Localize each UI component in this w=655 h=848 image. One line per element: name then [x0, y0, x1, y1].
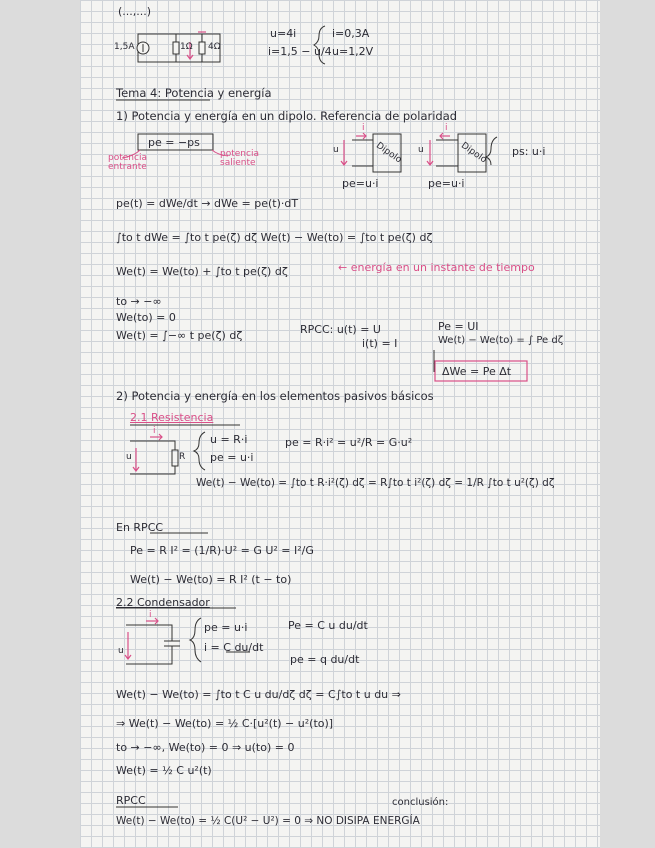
- conclusion-label: conclusión:: [392, 797, 449, 808]
- topic-heading: Tema 4: Potencia y energía: [116, 86, 272, 100]
- pe-ui-c: pe = u·i: [204, 621, 248, 634]
- pe-rpcc-resistance: Pe = R I² = (1/R)·U² = G U² = I²/G: [130, 544, 314, 557]
- limit-capacitor: to → −∞, We(to) = 0 ⇒ u(to) = 0: [116, 741, 295, 754]
- notebook-page: [80, 0, 600, 848]
- section-1-heading: 1) Potencia y energía en un dipolo. Referencia de polaridad: [116, 109, 458, 123]
- we-rpcc-resistance: We(t) − We(to) = R I² (t − to): [130, 573, 292, 586]
- we-integral-infinity: We(t) = ∫−∞ t pe(ζ) dζ: [116, 329, 243, 342]
- ps-definition: ps: u·i: [512, 145, 546, 158]
- resistor-1-label: 1Ω: [180, 42, 193, 52]
- rpcc-voltage: RPCC: u(t) = U: [300, 323, 381, 336]
- label-potencia-saliente: potencia saliente: [220, 149, 259, 169]
- pe-ui-right: pe=u·i: [428, 177, 465, 190]
- ohm-law: u = R·i: [210, 433, 248, 446]
- we-pe-integral: We(t) − We(to) = ∫ Pe dζ: [438, 335, 564, 346]
- i-label-1: i: [362, 123, 365, 133]
- pe-resistance: pe = R·i² = u²/R = G·u²: [285, 436, 413, 449]
- pe-capacitor: Pe = C u du/dt: [288, 619, 368, 632]
- eq-u-4i: u=4i: [270, 27, 297, 40]
- result-voltage: u=1,2V: [332, 45, 374, 58]
- i-c-du-dt: i = C du/dt: [204, 641, 264, 654]
- i-label-c: i: [149, 610, 152, 620]
- r-label: R: [179, 452, 186, 462]
- section-2-heading: 2) Potencia y energía en los elementos pasivos básicos: [116, 389, 434, 403]
- subsection-resistencia: 2.1 Resistencia: [130, 411, 214, 424]
- result-current: i=0,3A: [332, 27, 370, 40]
- eq-power-derivative: pe(t) = dWe/dt → dWe = pe(t)·dT: [116, 197, 299, 210]
- limit-to: to → −∞: [116, 295, 162, 308]
- u-label-2: u: [418, 145, 424, 155]
- current-source-label: 1,5A: [114, 42, 135, 52]
- eq-energy-integral: ∫to t dWe = ∫to t pe(ζ) dζ We(t) − We(to) = ∫to t pe(ζ) dζ: [116, 231, 433, 244]
- u-label-r: u: [126, 452, 132, 462]
- rpcc-current: i(t) = I: [362, 337, 398, 350]
- pe-ui-left: pe=u·i: [342, 177, 379, 190]
- en-rpcc: En RPCC: [116, 521, 164, 534]
- delta-we-result: ΔWe = Pe Δt: [442, 365, 512, 378]
- pe-ui-r: pe = u·i: [210, 451, 254, 464]
- u-label-1: u: [333, 145, 339, 155]
- pe-ui-dc: Pe = UI: [438, 320, 479, 333]
- eq-energy-instant: We(t) = We(to) + ∫to t pe(ζ) dζ: [116, 265, 288, 278]
- note-energy-instant: ← energía en un instante de tiempo: [338, 261, 535, 274]
- we-to-zero: We(to) = 0: [116, 311, 176, 324]
- dipolo-2-label: Dipolo: [459, 140, 489, 166]
- u-label-c: u: [118, 646, 124, 656]
- subsection-condensador: 2.2 Condensador: [116, 596, 210, 609]
- we-capacitor-integral: We(t) − We(to) = ∫to t C u du/dζ dζ = C∫to t u du ⇒: [116, 688, 401, 701]
- dipolo-1-label: Dipolo: [374, 140, 404, 166]
- eq-i-current: i=1,5 − u/4: [268, 45, 332, 58]
- pe-eq-ps: pe = −ps: [148, 136, 200, 149]
- we-capacitor-final: We(t) = ½ C u²(t): [116, 764, 212, 777]
- i-label-2: i: [445, 123, 448, 133]
- rpcc-bottom: RPCC: [116, 794, 146, 807]
- i-label-r: i: [153, 426, 156, 436]
- pe-charge: pe = q du/dt: [290, 653, 360, 666]
- label-potencia-entrante: potencia entrante: [108, 153, 147, 173]
- we-resistance: We(t) − We(to) = ∫to t R·i²(ζ) dζ = R∫to t i²(ζ) dζ = 1/R ∫to t u²(ζ) dζ: [196, 477, 555, 489]
- we-capacitor-result: ⇒ We(t) − We(to) = ½ C·[u²(t) − u²(to)]: [116, 717, 334, 730]
- resistor-4-label: 4Ω: [208, 42, 221, 52]
- note-line-0: (...,...): [118, 5, 152, 18]
- conclusion-equation: We(t) − We(to) = ½ C(U² − U²) = 0 ⇒ NO DISIPA ENERGÍA: [116, 815, 420, 827]
